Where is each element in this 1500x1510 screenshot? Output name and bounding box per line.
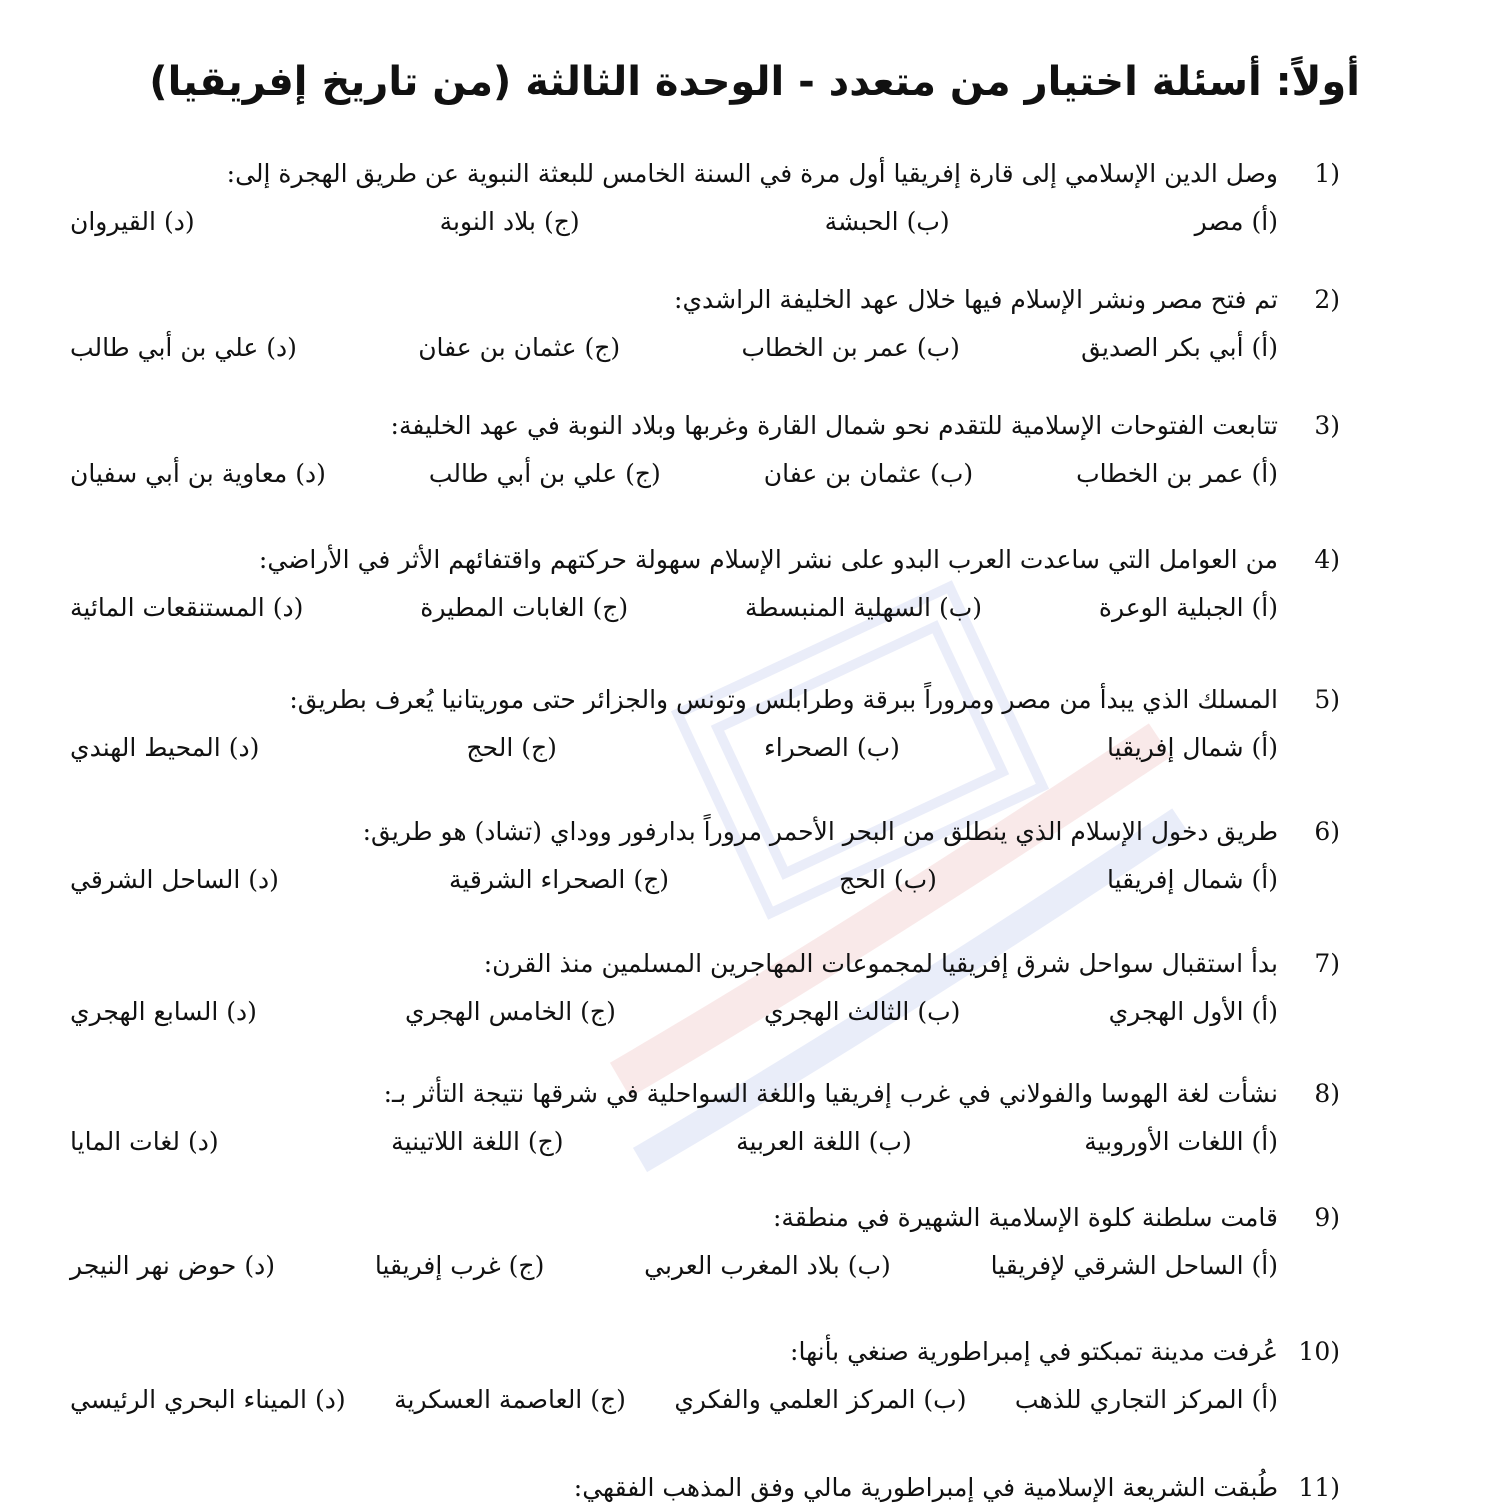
option-b [825,196,950,248]
option-text: عثمان بن عفان [763,459,923,488]
question-text: طُبقت الشريعة الإسلامية في إمبراطورية مالي وفق المذهب الفقهي: [573,1473,1278,1502]
option-text: اللغات الأوروبية [1084,1127,1244,1156]
option-letter: (ج) [580,997,616,1026]
question-6 [70,810,1340,906]
option-b [745,582,982,634]
question-text: بدأ استقبال سواحل شرق إفريقيا لمجموعات المهاجرين المسلمين منذ القرن: [483,949,1278,978]
option-letter: (ج) [508,1251,545,1280]
option-letter: (ب) [938,593,982,622]
question-text: عُرفت مدينة تمبكتو في إمبراطورية صنغي بأنها: [790,1337,1278,1366]
question-number: 5) [1314,685,1340,714]
option-c [391,1116,563,1168]
question-number: 1) [1314,159,1340,188]
options-row [70,986,1340,1038]
option-c [440,196,580,248]
option-a [991,1240,1278,1292]
question-text: المسلك الذي يبدأ من مصر ومروراً ببرقة وطرابلس وتونس والجزائر حتى موريتانيا يُعرف بطريق: [289,685,1278,714]
option-text: المركز العلمي والفكري [674,1385,916,1414]
option-text: بلاد المغرب العربي [644,1251,840,1280]
option-letter: (ج) [527,1127,564,1156]
option-text: غرب إفريقيا [374,1251,501,1280]
option-b [764,448,973,500]
option-c [466,722,557,774]
question-9 [70,1196,1340,1292]
option-text: الثالث الهجري [763,997,910,1026]
option-letter: (ب) [893,865,937,894]
question-number: 3) [1314,411,1340,440]
option-c [418,322,620,374]
option-letter: (ب) [916,333,960,362]
option-c [420,582,628,634]
option-letter: (أ) [1251,997,1278,1026]
option-d [70,722,259,774]
option-b [764,722,900,774]
option-a [1015,1374,1278,1426]
option-c [405,986,616,1038]
option-text: القيروان [70,207,156,236]
option-text: الخامس الهجري [405,997,573,1026]
question-text: نشأت لغة الهوسا والفولاني في غرب إفريقيا واللغة السواحلية في شرقها نتيجة التأثر بـ: [383,1079,1278,1108]
option-letter: (ب) [906,207,950,236]
option-letter: (ب) [917,997,961,1026]
option-text: الساحل الشرقي [70,865,241,894]
option-d [70,854,279,906]
option-letter: (د) [315,1385,346,1414]
option-a [1195,196,1278,248]
question-5 [70,678,1340,774]
option-text: بلاد النوبة [439,207,536,236]
question-number: 6) [1314,817,1340,846]
option-letter: (د) [244,1251,276,1280]
option-letter: (د) [248,865,279,894]
options-row [70,854,1340,906]
option-text: اللغة اللاتينية [391,1127,520,1156]
option-text: الساحل الشرقي لإفريقيا [990,1251,1244,1280]
options-row [70,448,1340,500]
option-c [429,448,661,500]
question-number: 10) [1298,1337,1340,1366]
option-text: الحج [839,865,886,894]
option-text: الميناء البحري الرئيسي [70,1385,308,1414]
option-c [375,1240,544,1292]
option-letter: (د) [228,733,260,762]
question-text: تم فتح مصر ونشر الإسلام فيها خلال عهد الخليفة الراشدي: [674,285,1278,314]
option-text: المستنقعات المائية [70,593,265,622]
question-number: 4) [1314,545,1340,574]
page-title: أولاً: أسئلة اختيار من متعدد - الوحدة الثالثة (من تاريخ إفريقيا) [149,59,1360,105]
option-text: اللغة العربية [736,1127,861,1156]
option-a [1109,986,1278,1038]
option-text: شمال إفريقيا [1106,733,1244,762]
option-d [70,1374,346,1426]
option-letter: (أ) [1251,207,1278,236]
option-a [1099,582,1278,634]
question-number: 7) [1314,949,1340,978]
option-text: الأول الهجري [1108,997,1244,1026]
option-text: السهلية المنبسطة [745,593,931,622]
option-text: الصحراء [763,733,849,762]
option-letter: (د) [272,593,304,622]
option-d [70,196,195,248]
option-text: عمر بن الخطاب [1076,459,1244,488]
option-b [644,1240,891,1292]
option-text: علي بن أبي طالب [70,333,259,362]
option-b [741,322,959,374]
option-b [764,986,960,1038]
option-letter: (أ) [1251,333,1278,362]
option-text: المحيط الهندي [70,733,221,762]
option-letter: (أ) [1251,733,1278,762]
option-b [736,1116,912,1168]
option-letter: (أ) [1251,865,1278,894]
option-b [839,854,937,906]
option-a [1107,854,1278,906]
option-d [70,582,303,634]
option-c [449,854,669,906]
option-letter: (ب) [923,1385,967,1414]
option-text: عمر بن الخطاب [741,333,909,362]
option-text: المركز التجاري للذهب [1014,1385,1244,1414]
option-b [674,1374,966,1426]
option-letter: (د) [295,459,326,488]
option-text: حوض نهر النيجر [70,1251,237,1280]
option-c [394,1374,626,1426]
option-text: العاصمة العسكرية [394,1385,583,1414]
option-d [70,986,257,1038]
option-letter: (ج) [592,593,629,622]
option-letter: (أ) [1251,1127,1278,1156]
option-letter: (أ) [1251,1385,1278,1414]
options-row [70,1240,1340,1292]
option-a [1076,448,1278,500]
option-letter: (ب) [930,459,974,488]
option-letter: (ب) [856,733,900,762]
question-4 [70,538,1340,634]
options-row [70,322,1340,374]
question-10 [70,1330,1340,1426]
option-letter: (ج) [633,865,669,894]
question-1 [70,152,1340,248]
option-text: الغابات المطيرة [420,593,585,622]
option-text: الصحراء الشرقية [448,865,626,894]
option-d [70,322,297,374]
question-3 [70,404,1340,500]
option-text: أبي بكر الصديق [1081,333,1244,362]
option-letter: (د) [226,997,257,1026]
option-text: معاوية بن أبي سفيان [70,459,288,488]
question-7 [70,942,1340,1038]
option-letter: (أ) [1251,593,1278,622]
option-d [70,448,326,500]
question-11 [70,1466,1340,1510]
option-letter: (ج) [625,459,661,488]
question-text: وصل الدين الإسلامي إلى قارة إفريقيا أول مرة في السنة الخامس للبعثة النبوية عن طريق الهجرة إلى: [226,159,1278,188]
option-text: علي بن أبي طالب [428,459,618,488]
question-number: 11) [1298,1473,1340,1502]
option-letter: (ج) [584,333,621,362]
question-2 [70,278,1340,374]
question-text: من العوامل التي ساعدت العرب البدو على نشر الإسلام سهولة حركتهم واقتفائهم الأثر في الأراضي: [258,545,1278,574]
option-letter: (ج) [543,207,580,236]
option-letter: (ج) [521,733,557,762]
question-text: تتابعت الفتوحات الإسلامية للتقدم نحو شمال القارة وغربها وبلاد النوبة في عهد الخليفة: [390,411,1278,440]
option-text: شمال إفريقيا [1106,865,1244,894]
options-row [70,1374,1340,1426]
options-row [70,1116,1340,1168]
option-text: السابع الهجري [70,997,219,1026]
option-letter: (د) [266,333,297,362]
question-text: قامت سلطنة كلوة الإسلامية الشهيرة في منطقة: [773,1203,1278,1232]
option-text: الحبشة [824,207,899,236]
option-letter: (د) [163,207,195,236]
question-text: طريق دخول الإسلام الذي ينطلق من البحر الأحمر مروراً بدارفور ووداي (تشاد) هو طريق: [362,817,1278,846]
option-d [70,1240,275,1292]
options-row [70,582,1340,634]
option-a [1081,322,1278,374]
option-letter: (ب) [868,1127,912,1156]
option-letter: (أ) [1251,459,1278,488]
question-number: 2) [1314,285,1340,314]
option-d [70,1116,219,1168]
options-row [70,196,1340,248]
option-a [1107,722,1278,774]
option-letter: (ب) [847,1251,891,1280]
option-text: عثمان بن عفان [418,333,577,362]
options-row [70,722,1340,774]
option-text: مصر [1194,207,1244,236]
question-8 [70,1072,1340,1168]
option-a [1084,1116,1278,1168]
option-letter: (أ) [1251,1251,1278,1280]
option-text: الجبلية الوعرة [1098,593,1244,622]
question-number: 9) [1314,1203,1340,1232]
question-number: 8) [1314,1079,1340,1108]
option-text: الحج [466,733,514,762]
option-letter: (د) [188,1127,219,1156]
option-letter: (ج) [590,1385,626,1414]
option-text: لغات المايا [70,1127,181,1156]
